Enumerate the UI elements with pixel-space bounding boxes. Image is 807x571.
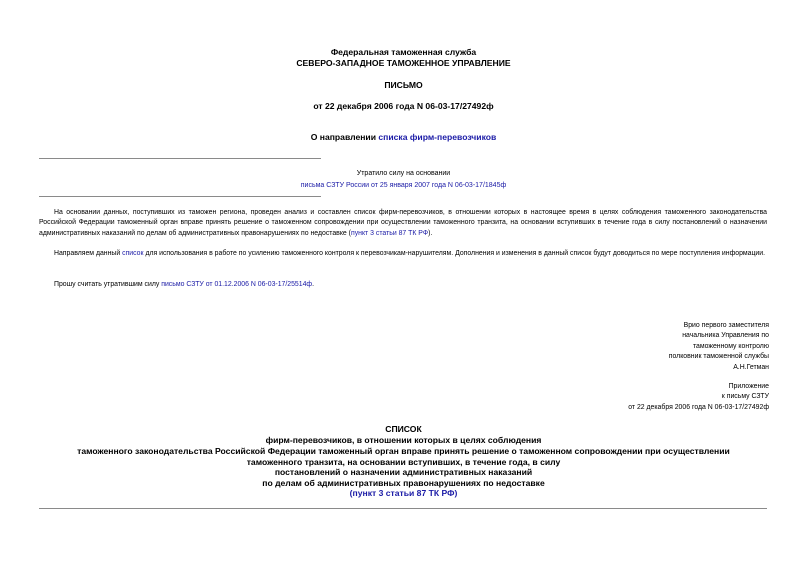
signature-line-5: А.Н.Гетман (733, 363, 769, 371)
signature-block (669, 321, 769, 373)
paragraph-2-rest: для использования в работе по усилению таможенного контроля к перевозчикам-нарушителям. Дополнения и изменения в данный список будут доводиться по мере поступления информации. (143, 250, 766, 257)
paragraph-3 (39, 280, 767, 290)
list-link[interactable]: пункт 3 статьи 87 ТК РФ (352, 488, 455, 498)
divider-bottom (39, 508, 767, 509)
list-line-4: постановлений о назначении административных наказаний (274, 467, 533, 477)
paragraph-1-link[interactable]: пункт 3 статьи 87 ТК РФ (350, 229, 429, 237)
paragraph-1-text: На основании данных, поступивших из таможен региона, проведен анализ и составлен список фирм-перевозчиков, в отношении которых в настоящее время в целях соблюдения таможенного законодательства Российской Федерации таможенный орган вправе принять решение о таможенном сопровождении при осуществлении таможенного транзита, на основании вступивших в течение года в силу постановлений о назначении административных наказаний по делам об административных правонарушениях по недоставке ( (39, 209, 767, 237)
divider-mid (39, 196, 321, 197)
document-date-number: от 22 декабря 2006 года N 06-03-17/27492ф (313, 101, 494, 111)
list-line-1: фирм-перевозчиков, в отношении которых в целях соблюдения (265, 435, 542, 445)
list-line-3: таможенного транзита, на основании вступивших, в течение года, в силу (246, 457, 561, 467)
paragraph-1 (39, 208, 767, 239)
appendix-line-3: от 22 декабря 2006 года N 06-03-17/27492ф (628, 403, 769, 411)
department-name: СЕВЕРО-ЗАПАДНОЕ ТАМОЖЕННОЕ УПРАВЛЕНИЕ (296, 58, 511, 68)
list-link-line (0, 488, 807, 499)
signature-line-4: полковник таможенной службы (668, 353, 769, 361)
document-subject (0, 132, 807, 143)
list-line-2: таможенного законодательства Российской Федерации таможенный орган вправе принять решение о таможенном сопровождении при осуществлении (77, 446, 730, 456)
appendix-line-2: к письму СЗТУ (721, 393, 769, 401)
paragraph-3-link[interactable]: письмо СЗТУ от 01.12.2006 N 06-03-17/25514ф (161, 281, 313, 288)
divider-top (39, 158, 321, 159)
paragraph-3-start: Прошу считать утратившим силу (54, 281, 162, 288)
list-link-close: ) (454, 488, 458, 498)
subject-link[interactable]: списка фирм-перевозчиков (378, 132, 497, 142)
paragraph-2 (39, 249, 767, 259)
subject-prefix: О направлении (310, 132, 379, 142)
appendix-line-1: Приложение (728, 383, 769, 390)
signature-line-1: Врио первого заместителя (683, 322, 769, 329)
lost-force-note: Утратило силу на основании (356, 170, 451, 177)
paragraph-2-start: Направляем данный (54, 250, 123, 257)
list-link-open: ( (349, 488, 353, 498)
paragraph-1-end: ). (428, 229, 433, 237)
agency-name: Федеральная таможенная служба (330, 47, 477, 57)
document-type: ПИСЬМО (384, 80, 423, 90)
lost-force-link[interactable]: письма СЗТУ России от 25 января 2007 года N 06-03-17/1845ф (300, 182, 507, 189)
list-line-5: по делам об административных правонарушениях по недоставке (262, 478, 545, 488)
paragraph-2-link[interactable]: список (122, 250, 144, 257)
lost-force-link-line (0, 179, 807, 192)
paragraph-3-end: . (312, 281, 315, 288)
signature-line-3: таможенному контролю (692, 342, 769, 350)
appendix-block (628, 382, 769, 413)
list-title: СПИСОК (385, 424, 422, 434)
signature-line-2: начальника Управления по (682, 332, 769, 340)
